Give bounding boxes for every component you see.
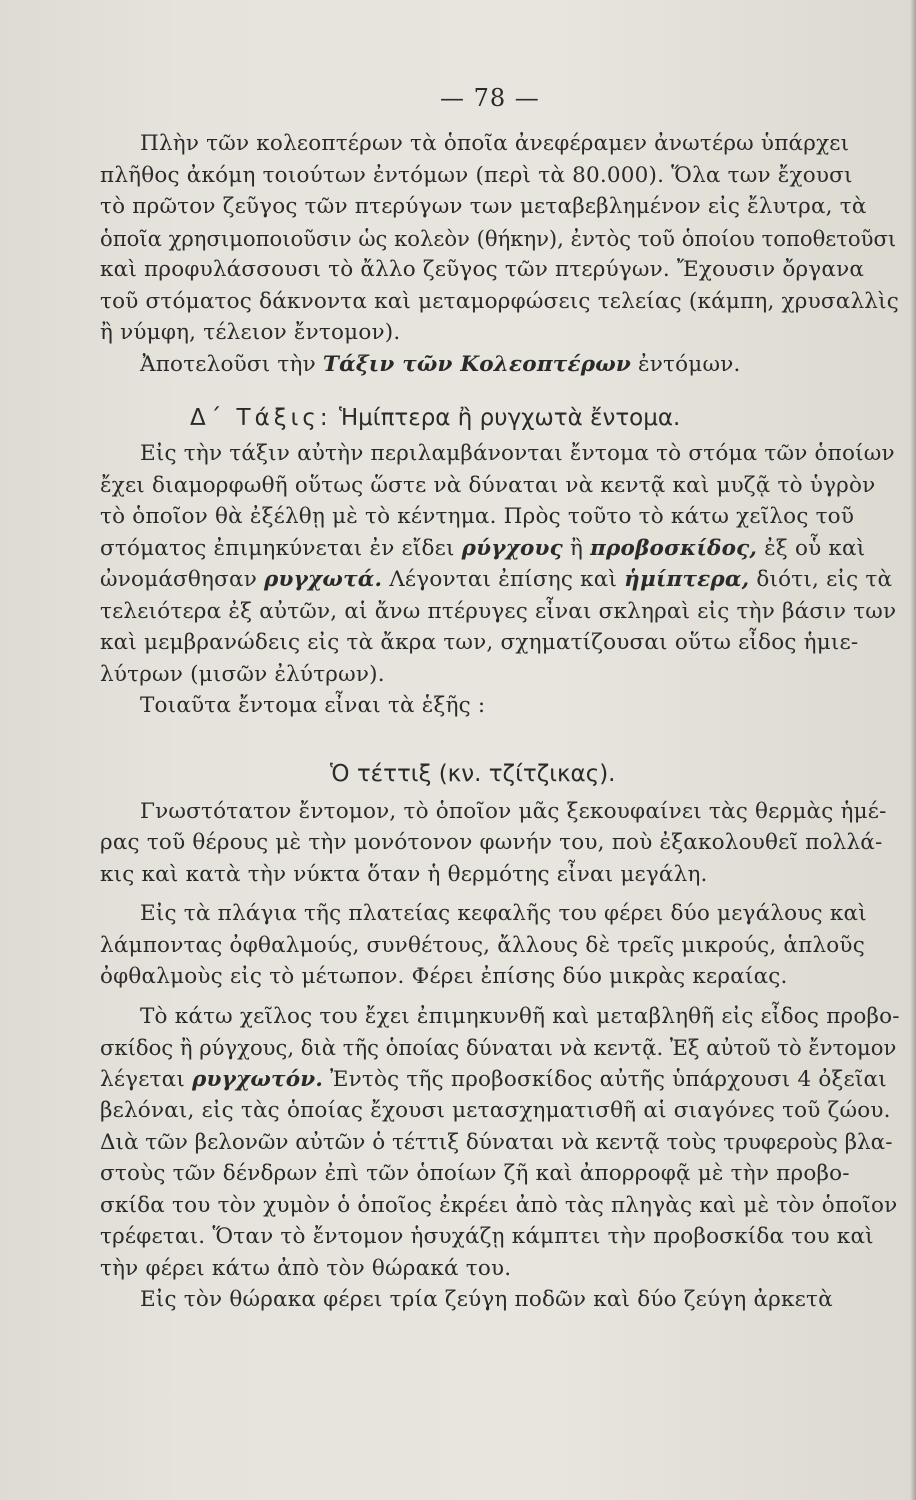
paragraph-examples-intro: Τοιαῦτα ἔντομα εἶναι τὰ ἑξῆς :	[140, 693, 486, 718]
text-line: λάμποντας ὀφθαλμούς, συνθέτους, ἄλλους δὲ τρεῖς μικρούς, ἁπλοῦς	[100, 932, 865, 958]
page-number: — 78 —	[440, 84, 540, 112]
text-line: Εἰς τὰ πλάγια τῆς πλατείας κεφαλῆς του φέρει δύο μεγάλους καὶ	[140, 901, 867, 926]
emphasis-term: ρυγχωτόν.	[192, 1066, 324, 1092]
text-line: Τὸ κάτω χεῖλος του ἔχει ἐπιμηκυνθῆ καὶ μεταβληθῆ εἰς εἶδος προβο-	[140, 1003, 900, 1029]
text-run: ἐντόμων.	[631, 351, 741, 377]
text-line: Πλὴν τῶν κολεοπτέρων τὰ ὁποῖα ἀνεφέραμεν ἀνωτέρω ὑπάρχει	[140, 131, 850, 156]
text-run: Ἐντὸς τῆς προβοσκίδος αὐτῆς ὑπάρχουσι 4 ὀξεῖαι	[323, 1066, 887, 1092]
emphasis-term: προβοσκίδος,	[590, 535, 758, 561]
text-line: κις καὶ κατὰ τὴν νύκτα ὅταν ἡ θερμότης εἶναι μεγάλη.	[100, 861, 708, 887]
emphasis-term: ρυγχωτά.	[264, 567, 383, 592]
text-line: τοῦ στόματος δάκνοντα καὶ μεταμορφώσεις τελείας (κάμπη, χρυσαλλὶς	[100, 288, 899, 314]
text-run: ἐξ οὗ καὶ	[757, 535, 866, 561]
text-run: ὠνομάσθησαν	[100, 567, 265, 592]
text-line: ὀφθαλμοὺς εἰς τὸ μέτωπον. Φέρει ἐπίσης δύο μικρὰς κεραίας.	[100, 964, 788, 989]
text-line	[100, 564, 900, 596]
text-line: ἢ νύμφη, τέλειον ἔντομον).	[100, 320, 401, 345]
text-line: λύτρων (μισῶν ἐλύτρων).	[100, 661, 385, 687]
paragraph-coleoptera	[100, 128, 900, 349]
text-line: Γνωστότατον ἔντομον, τὸ ὁποῖον μᾶς ξεκουφαίνει τὰς θερμὰς ἡμέ-	[140, 798, 887, 824]
section-heading-cicada: Ὁ τέττιξ (κν. τζίτζικας).	[330, 760, 616, 787]
text-line: βελόναι, εἰς τὰς ὁποίας ἔχουσι μετασχηματισθῆ αἱ σιαγόνες τοῦ ζώου.	[100, 1098, 891, 1123]
text-line: τὸ ὁποῖον θὰ ἐξέλθῃ μὲ τὸ κέντημα. Πρὸς τοῦτο τὸ κάτω χεῖλος τοῦ	[100, 504, 855, 529]
heading-label: Δ΄ Τάξις:	[190, 405, 332, 431]
paragraph-hemiptera-intro	[100, 438, 900, 690]
text-line	[100, 1064, 900, 1096]
text-line: τελειότερα ἐξ αὐτῶν, αἱ ἄνω πτέρυγες εἶναι σκληραὶ εἰς τὴν βάσιν των	[100, 598, 897, 624]
text-run: διότι, εἰς τὰ	[749, 567, 893, 592]
paragraph-gap	[100, 993, 900, 1001]
text-line: Εἰς τὴν τάξιν αὐτὴν περιλαμβάνονται ἔντομα τὸ στόμα τῶν ὁποίων	[140, 441, 895, 466]
text-run: Ἀποτελοῦσι τὴν	[140, 351, 323, 377]
section-heading-hemiptera	[100, 398, 900, 438]
text-line: σκίδος ἢ ρύγχους, διὰ τῆς ὁποίας δύναται νὰ κεντᾷ. Ἐξ αὐτοῦ τὸ ἔντομον	[100, 1035, 897, 1060]
text-line	[100, 533, 900, 565]
emphasis-term: ἡμίπτερα,	[624, 567, 750, 592]
text-line: στοὺς τῶν δένδρων ἐπὶ τῶν ὁποίων ζῆ καὶ ἀπορροφᾷ μὲ τὴν προβο-	[100, 1161, 850, 1186]
text-line: ὁποῖα χρησιμοποιοῦσιν ὡς κολεὸν (θήκην), ἐντὸς τοῦ ὁποίου τοποθετοῦσι	[100, 225, 897, 251]
text-line: καὶ μεμβρανώδεις εἰς τὰ ἄκρα των, σχηματίζουσαι οὕτω εἶδος ἡμιε-	[100, 630, 859, 655]
text-line: τὸ πρῶτον ζεῦγος τῶν πτερύγων των μεταβεβλημένον εἰς ἔλυτρα, τὰ	[100, 194, 867, 219]
text-line: σκίδα του τὸν χυμὸν ὁ ὁποῖος ἐκρέει ἀπὸ τὰς πληγὰς καὶ μὲ τὸν ὁποῖον	[100, 1192, 898, 1218]
paragraph-order-coleoptera	[100, 349, 900, 381]
text-line: πλῆθος ἀκόμη τοιούτων ἐντόμων (περὶ τὰ 80.000). Ὅλα των ἔχουσι	[100, 162, 853, 188]
text-run: Λέγονται ἐπίσης καὶ	[382, 567, 625, 592]
text-run: ἢ	[562, 535, 591, 561]
text-line: Διὰ τῶν βελονῶν αὐτῶν ὁ τέττιξ δύναται νὰ κεντᾷ τοὺς τρυφεροὺς βλα-	[100, 1129, 893, 1155]
heading-title: Ἡμίπτερα ἢ ρυγχωτὰ ἔντομα.	[338, 405, 681, 431]
paragraph-cicada-proboscis	[100, 1001, 900, 1285]
paragraph-gap	[100, 890, 900, 898]
text-line: τρέφεται. Ὅταν τὸ ἔντομον ἡσυχάζῃ κάμπτει τὴν προβοσκίδα του καὶ	[100, 1224, 874, 1249]
paragraph-cicada-eyes	[100, 898, 900, 993]
page-content	[100, 128, 900, 1316]
page-edge-shadow	[910, 0, 916, 1500]
text-line: καὶ προφυλάσσουσι τὸ ἄλλο ζεῦγος τῶν πτερύγων. Ἔχουσιν ὄργανα	[100, 257, 865, 282]
paragraph-cicada-sound	[100, 796, 900, 891]
text-run: στόματος ἐπιμηκύνεται ἐν εἴδει	[100, 535, 462, 561]
text-line: τὴν φέρει κάτω ἀπὸ τὸν θώρακά του.	[100, 1255, 512, 1281]
text-line: ρας τοῦ θέρους μὲ τὴν μονότονον φωνήν του, ποὺ ἐξακολουθεῖ πολλά-	[100, 830, 883, 855]
emphasis-term: Τάξιν τῶν Κολεοπτέρων	[322, 351, 632, 377]
paragraph-cicada-thorax: Εἰς τὸν θώρακα φέρει τρία ζεύγη ποδῶν καὶ δύο ζεύγη ἀρκετὰ	[140, 1287, 833, 1312]
text-run: λέγεται	[100, 1066, 193, 1092]
emphasis-term: ρύγχους	[461, 535, 563, 561]
text-line: ἔχει διαμορφωθῆ οὕτως ὥστε νὰ δύναται νὰ κεντᾷ καὶ μυζᾷ τὸ ὑγρὸν	[100, 472, 876, 498]
